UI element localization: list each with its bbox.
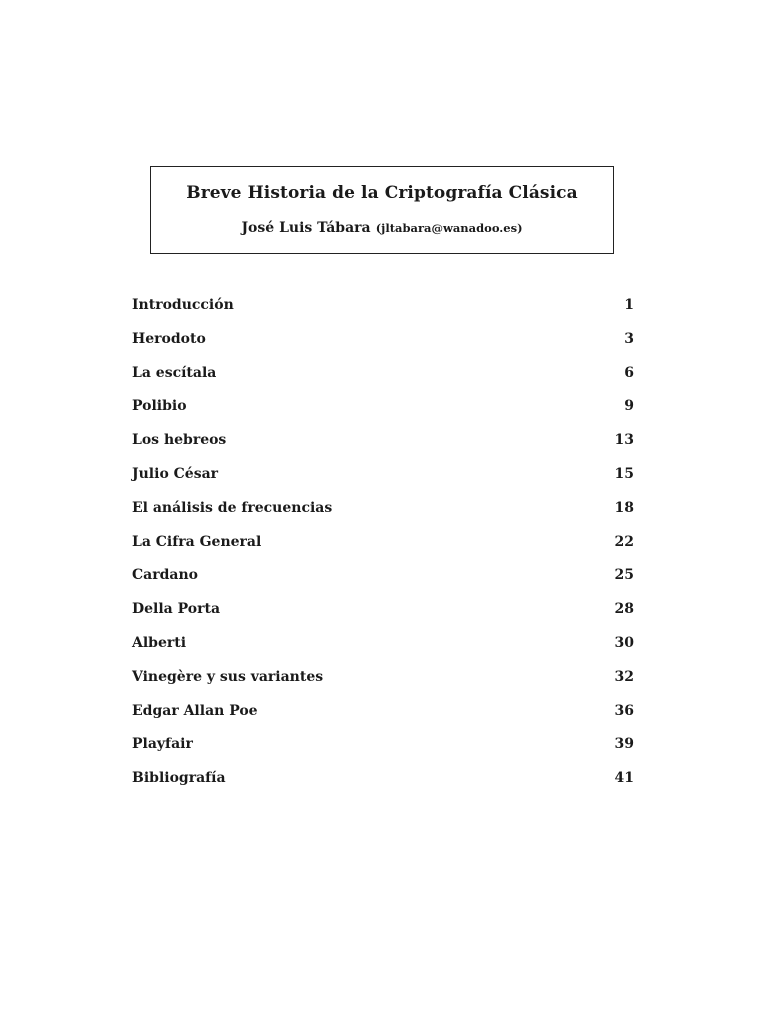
toc-entry-page: 13 (614, 432, 634, 449)
toc-entry-page: 30 (614, 634, 634, 651)
byline (151, 217, 613, 236)
toc-entry-title: Herodoto (132, 330, 206, 347)
toc-entry-page: 39 (614, 736, 634, 753)
toc-entry-title: Bibliografía (132, 770, 226, 787)
toc-entry (132, 500, 634, 534)
toc-entry-title: Playfair (132, 736, 193, 753)
toc-entry-page: 18 (614, 499, 634, 516)
toc-entry (132, 601, 634, 635)
toc-entry-page: 41 (614, 770, 634, 787)
toc-entry (132, 297, 634, 331)
toc-entry (132, 466, 634, 500)
toc-entry-title: Introducción (132, 297, 234, 313)
toc-entry-page: 28 (614, 601, 634, 618)
toc-entry-title: Edgar Allan Poe (132, 702, 258, 719)
toc-entry-page: 22 (614, 533, 634, 550)
document-title: Breve Historia de la Criptografía Clásica (186, 183, 578, 203)
toc-entry-page: 6 (624, 364, 634, 381)
toc-entry-title: Alberti (132, 634, 187, 651)
toc-entry (132, 669, 634, 703)
table-of-contents (132, 297, 634, 804)
toc-entry (132, 635, 634, 669)
toc-entry (132, 432, 634, 466)
toc-entry-title: Cardano (132, 567, 198, 584)
toc-entry (132, 365, 634, 399)
toc-entry-page: 9 (624, 398, 634, 415)
toc-entry-page: 3 (624, 330, 634, 347)
toc-entry-page: 15 (614, 465, 634, 482)
author-email: (jltabara@wanadoo.es) (375, 221, 523, 235)
toc-entry-title: Julio César (132, 465, 219, 482)
toc-entry (132, 703, 634, 737)
title-box (150, 166, 614, 254)
toc-entry-page: 32 (614, 668, 634, 685)
toc-entry (132, 398, 634, 432)
toc-entry (132, 534, 634, 568)
toc-entry (132, 567, 634, 601)
author-name: José Luis Tábara (241, 220, 371, 236)
toc-entry (132, 736, 634, 770)
toc-entry-title: La escítala (132, 364, 217, 381)
toc-entry (132, 770, 634, 804)
toc-entry-title: Della Porta (132, 601, 221, 618)
toc-entry-title: El análisis de frecuencias (132, 499, 333, 516)
toc-entry (132, 331, 634, 365)
toc-entry-title: Polibio (132, 398, 187, 415)
toc-entry-page: 1 (624, 297, 634, 313)
toc-entry-page: 36 (614, 702, 634, 719)
toc-entry-title: Vinegère y sus variantes (132, 668, 324, 685)
toc-entry-title: La Cifra General (132, 533, 262, 550)
toc-entry-title: Los hebreos (132, 432, 227, 449)
toc-entry-page: 25 (614, 567, 634, 584)
